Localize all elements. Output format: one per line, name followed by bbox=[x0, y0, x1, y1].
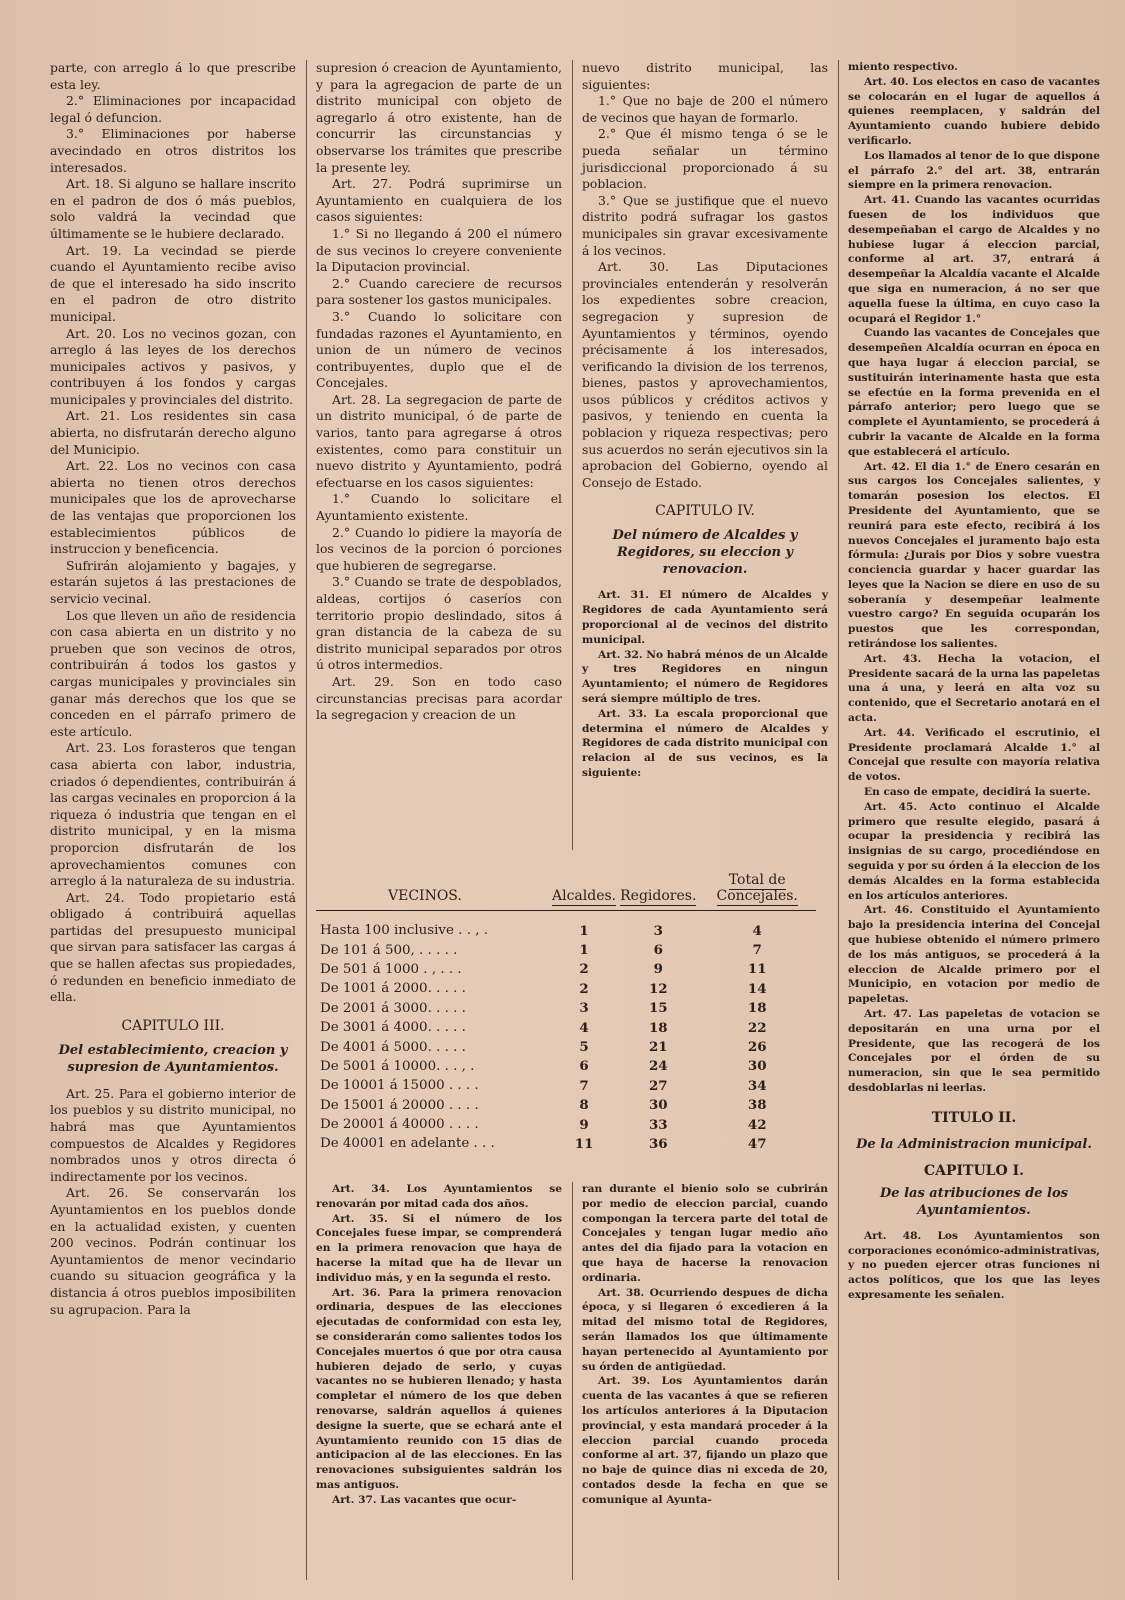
table-cell-range: De 3001 á 4000. . . . . bbox=[320, 1020, 466, 1036]
paragraph: Cuando las vacantes de Concejales que desempeñen Alcaldía ocurran en época en que haya lugar á eleccion parcial, se sustituirán interinamente hasta que esta se efectúe en la forma prevenida en el párrafo anterior; pero luego que se complete el Ayuntamiento, se procederá á cubrir la vacante de Alcalde en la forma que establecerá el artículo. bbox=[848, 327, 1100, 458]
paragraph: 2.° Eliminaciones por incapacidad legal ó defuncion. bbox=[50, 93, 296, 125]
title-heading: TITULO II. bbox=[931, 1109, 1017, 1126]
table-cell-value: 7 bbox=[752, 942, 762, 959]
paragraph: Art. 47. Las papeletas de votacion se depositarán en una urna por el Presidente, que las recogerá de los Concejales por el órden de su numeracion, sin que le sea permitido desdoblarlas ni leerlas. bbox=[848, 1008, 1100, 1094]
title-subtitle: De la Administracion municipal. bbox=[856, 1136, 1092, 1152]
paragraph: 2.° Cuando careciere de recursos para sostener los gastos municipales. bbox=[316, 275, 562, 308]
table-cell-value: 30 bbox=[648, 1097, 668, 1114]
paragraph: 2.° Cuando lo pidiere la mayoría de los vecinos de la porcion ó porciones que hubieren de segregarse. bbox=[316, 524, 562, 573]
paragraph: Art. 20. Los no vecinos gozan, con arreglo á las leyes de los derechos municipales activos y pasivos, y contribuyen á los fondos y cargas municipales y provinciales del distrito. bbox=[50, 325, 296, 407]
paragraph: Art. 41. Cuando las vacantes ocurridas fuesen de los individuos que desempeñaban el cargo de Alcaldes y no hubiese lugar á eleccion parcial, conforme al art. 37, entrará á desempeñar la Alcaldía vacante el Alcalde que siga en numeracion, á no ser que aquella fuese la última, en cuyo caso la ocupará el Regidor 1.° bbox=[848, 194, 1100, 325]
table-cell-value: 8 bbox=[579, 1097, 589, 1114]
table-row bbox=[316, 940, 816, 959]
paragraph: Art. 24. Todo propietario está obligado á contribuirá aquellas partidas del presupuesto municipal que sirvan para satisfacer las cargas á que se hallen afectas sus propiedades, ó redunden en beneficio inmediato de ella. bbox=[50, 889, 296, 1005]
table-cell-range: Hasta 100 inclusive . . , . bbox=[320, 923, 488, 939]
paragraph: 1.° Que no baje de 200 el número de vecinos que hayan de formarlo. bbox=[582, 93, 828, 125]
paragraph: Art. 35. Si el número de los Concejales fuese impar, se comprenderá en la primera renovacion que haya de hacerse la mitad que ha de llevar un individuo más, y en la segunda el resto. bbox=[316, 1212, 562, 1284]
table-cell-value: 15 bbox=[648, 1000, 668, 1017]
chapter-heading: CAPITULO I. bbox=[923, 1162, 1025, 1179]
paragraph: nuevo distrito municipal, las siguientes: bbox=[582, 60, 828, 92]
paragraph: Art. 22. Los no vecinos con casa abierta no tienen otros derechos municipales que los de aprovecharse de las ventajas que proporcionen los establecimientos públicos de instruccion y beneficencia. bbox=[50, 458, 296, 557]
paragraph: Art. 25. Para el gobierno interior de los pueblos y su distrito municipal, no habrá mas que Ayuntamientos compuestos de Alcaldes y Regidores nombrados unos y otros directa ó indirectamente por los vecinos. bbox=[50, 1085, 296, 1184]
table-cell-range: De 1001 á 2000. . . . . bbox=[320, 981, 466, 997]
paragraph: Art. 40. Los electos en caso de vacantes se colocarán en el lugar de aquellos á quienes reemplacen, y saldrán del Ayuntamiento cuando hubiere debido verificarlo. bbox=[848, 75, 1100, 147]
table-cell-value: 2 bbox=[579, 980, 589, 997]
table-row bbox=[316, 960, 816, 979]
table-cell-range: De 15001 á 20000 . . . . bbox=[320, 1097, 479, 1113]
paragraph: Los llamados al tenor de lo que dispone el párrafo 2.° del art. 38, entrarán siempre en la primera renovacion. bbox=[848, 149, 1100, 192]
paragraph: Art. 21. Los residentes sin casa abierta, no disfrutarán derecho alguno del Municipio. bbox=[50, 408, 296, 457]
paragraph: Art. 36. Para la primera renovacion ordinaria, despues de las elecciones ejecutadas de conformidad con esta ley, se considerarán como salientes todos los Concejales muertos ó que por otra causa hubieren dejado de serlo, y cuyas vacantes no se hubieren llenado; y hasta completar el número de los que deben renovarse, saldrán aquellos á quienes designe la suerte, que se echará ante el Ayuntamiento reunido con 15 dias de anticipacion al de las elecciones. En las renovaciones subsiguientes saldrán los mas antiguos. bbox=[316, 1286, 562, 1491]
table-cell-value: 11 bbox=[574, 1135, 594, 1152]
table-cell-range: De 501 á 1000 . , . . . bbox=[320, 961, 462, 977]
paragraph: Art. 29. Son en todo caso circunstancias precisas para acordar la segregacion y creacion de un bbox=[316, 673, 562, 723]
paragraph: Sufrirán alojamiento y bagajes, y estarán sujetos á las prestaciones de servicio vecinal. bbox=[50, 557, 296, 606]
table-cell-range: De 10001 á 15000 . . . . bbox=[320, 1078, 479, 1094]
paragraph: Art. 27. Podrá suprimirse un Ayuntamiento en cualquiera de los casos siguientes: bbox=[316, 176, 562, 225]
table-cell-range: De 4001 á 5000. . . . . bbox=[320, 1039, 466, 1055]
table-row bbox=[316, 1076, 816, 1095]
column-3-lower bbox=[582, 1182, 828, 1508]
column-rule bbox=[838, 60, 839, 1580]
table-cell-value: 3 bbox=[579, 1000, 589, 1017]
table-cell-value: 1 bbox=[579, 942, 589, 959]
table-cell-value: 7 bbox=[579, 1077, 589, 1094]
column-rule bbox=[572, 60, 573, 850]
paragraph: 1.° Si no llegando á 200 el número de sus vecinos lo creyere conveniente la Diputacion provincial. bbox=[316, 225, 562, 275]
paragraph: Art. 39. Los Ayuntamientos darán cuenta de las vacantes á que se refieren los artículos anteriores á la Diputacion provincial, y esta mandará proceder á la eleccion parcial cuando proceda conforme al art. 37, fijando un plazo que no baje de quince dias ni exceda de 20, contados desde la fecha en que se comunique al Ayunta- bbox=[582, 1375, 828, 1506]
column-4 bbox=[848, 60, 1100, 1303]
table-cell-value: 22 bbox=[747, 1019, 767, 1036]
table-cell-value: 1 bbox=[579, 922, 589, 939]
paragraph: 3.° Cuando se trate de despoblados, aldeas, cortijos ó caseríos con territorio propio deslindado, sitos á gran distancia de la cabeza de su distrito municipal separados por otros ú otros intermedios. bbox=[316, 574, 562, 673]
paragraph: 1.° Cuando lo solicitare el Ayuntamiento existente. bbox=[316, 491, 562, 524]
paragraph: Art. 33. La escala proporcional que determina el número de Alcaldes y Regidores de cada distrito municipal con relacion al de sus vecinos, es la siguiente: bbox=[582, 707, 828, 779]
table-row bbox=[316, 1115, 816, 1134]
table-cell-value: 5 bbox=[579, 1039, 589, 1056]
table-row bbox=[316, 921, 816, 940]
table-cell-value: 47 bbox=[747, 1135, 767, 1152]
paragraph: miento respectivo. bbox=[848, 61, 958, 73]
paragraph: 3.° Eliminaciones por haberse avecindado en otros distritos los interesados. bbox=[50, 126, 296, 175]
table-cell-value: 24 bbox=[648, 1058, 668, 1075]
table-cell-range: De 40001 en adelante . . . bbox=[320, 1136, 495, 1152]
table-cell-range: De 2001 á 3000. . . . . bbox=[320, 1000, 466, 1016]
paragraph: 3.° Cuando lo solicitare con fundadas razones el Ayuntamiento, en union de un número de vecinos contribuyentes, duplo que el de Concejales. bbox=[316, 308, 562, 391]
chapter-subtitle: Del establecimiento, creacion y supresion de Ayuntamientos. bbox=[58, 1042, 288, 1075]
paragraph: Art. 43. Hecha la votacion, el Presidente sacará de la urna las papeletas una á una, y leerá en alta voz su contenido, que el Secretario anotará en el acta. bbox=[848, 652, 1100, 725]
paragraph: Art. 32. No habrá ménos de un Alcalde y tres Regidores en ningun Ayuntamiento; el número de Regidores será siempre múltiplo de tres. bbox=[582, 648, 828, 706]
table-cell-value: 3 bbox=[653, 922, 663, 939]
table-cell-value: 42 bbox=[747, 1116, 767, 1133]
table-row bbox=[316, 999, 816, 1018]
paragraph: 2.° Que él mismo tenga ó se le pueda señalar un término jurisdiccional proporcionado á su poblacion. bbox=[582, 126, 828, 192]
table-cell-value: 21 bbox=[648, 1039, 668, 1056]
column-2 bbox=[316, 60, 562, 724]
chapter-heading: CAPITULO IV. bbox=[655, 503, 755, 520]
table-cell-value: 6 bbox=[653, 942, 663, 959]
paragraph: Art. 19. La vecindad se pierde cuando el Ayuntamiento recibe aviso de que el interesado ha sido inscrito en el padron de otro distrito municipal. bbox=[50, 242, 296, 324]
paragraph: Art. 38. Ocurriendo despues de dicha época, y si llegaren ó excedieren á la mitad del mismo total de Regidores, serán llamados los que últimamente hayan pertenecido al Ayuntamiento por su órden de antigüedad. bbox=[582, 1286, 828, 1373]
table-cell-range: De 20001 á 40000 . . . . bbox=[320, 1117, 479, 1133]
paragraph: Art. 42. El dia 1.° de Enero cesarán en sus cargos los Concejales salientes, y tomarán posesion los electos. El Presidente del Ayuntamiento, que se reunirá para este efecto, recibirá á los nuevos Concejales el juramento bajo esta fórmula: ¿Jurais por Dios y sobre vuestra conciencia guardar y hacer guardar las leyes que la Nacion se diere en uso de su soberanía y desempeñar lealmente vuestro cargo? En seguida ocuparán los puestos que les correspondan, retirándose los salientes. bbox=[848, 460, 1100, 651]
paragraph: Art. 44. Verificado el escrutinio, el Presidente proclamará Alcalde 1.° al Concejal que resulte con mayoría relativa de votos. bbox=[848, 726, 1100, 784]
column-rule bbox=[306, 60, 307, 1580]
column-3 bbox=[582, 60, 828, 781]
table-cell-range: De 101 á 500, . . . . . bbox=[320, 942, 458, 958]
paragraph: supresion ó creacion de Ayuntamiento, y para la agregacion de parte de un distrito municipal con objeto de agregarlo á otro existente, han de concurrir las circunstancias y observarse los trámites que prescribe la presente ley. bbox=[316, 60, 562, 175]
table-header-regidores: Regidores. bbox=[620, 888, 697, 904]
paragraph: Art. 18. Si alguno se hallare inscrito en el padron de dos ó más pueblos, solo valdrá la vecindad que últimamente se le hubiere declarado. bbox=[50, 176, 296, 241]
table-cell-value: 18 bbox=[648, 1019, 668, 1036]
scale-table bbox=[316, 872, 828, 1154]
paragraph: Los que lleven un año de residencia con casa abierta en un distrito y no prueben que son vecinos de otros, contribuirán á todos los gastos y cargas municipales y provinciales sin ganar más derechos que los que se conceden en el párrafo primero de este artículo. bbox=[50, 607, 296, 739]
table-cell-value: 9 bbox=[579, 1116, 589, 1133]
table-row bbox=[316, 1057, 816, 1076]
table-body bbox=[316, 921, 816, 1154]
chapter-subtitle: Del número de Alcaldes y Regidores, su eleccion y renovacion. bbox=[612, 528, 798, 578]
table-cell-value: 34 bbox=[747, 1077, 767, 1094]
chapter-subtitle: De las atribuciones de los Ayuntamientos. bbox=[880, 1185, 1068, 1218]
paragraph: Art. 46. Constituido el Ayuntamiento bajo la presidencia interina del Concejal que hubiese obtenido el número primero de los más antiguos, se procederá á la eleccion de Alcalde primero por el Municipio, en votacion por medio de papeletas. bbox=[848, 904, 1100, 1006]
paragraph: parte, con arreglo á lo que prescribe esta ley. bbox=[50, 60, 296, 92]
column-rule bbox=[572, 1182, 573, 1580]
table-header-total: Total de Concejales. bbox=[716, 872, 798, 904]
column-2-lower bbox=[316, 1182, 562, 1508]
table-cell-value: 12 bbox=[648, 980, 668, 997]
table-cell-value: 4 bbox=[752, 922, 762, 939]
paragraph: ran durante el bienio solo se cubrirán por medio de eleccion parcial, cuando compongan la tercera parte del total de Concejales y tengan lugar medio año antes del dia fijado para la votacion en que haya de hacerse la renovacion ordinaria. bbox=[582, 1183, 828, 1284]
table-cell-value: 27 bbox=[648, 1077, 668, 1094]
table-cell-value: 14 bbox=[747, 980, 767, 997]
paragraph: Art. 28. La segregacion de parte de un distrito municipal, ó de parte de varios, tanto para agregarse á otros existentes, como para constituir un nuevo distrito y Ayuntamiento, podrá efectuarse en los casos siguientes: bbox=[316, 391, 562, 490]
table-row bbox=[316, 979, 816, 998]
table-row bbox=[316, 1037, 816, 1056]
table-cell-value: 26 bbox=[747, 1039, 767, 1056]
table-cell-value: 9 bbox=[653, 961, 663, 978]
paragraph: Art. 45. Acto continuo el Alcalde primero que resulte elegido, pasará á ocupar la presidencia y recibirá las insignias de su cargo, procediéndose en seguida y por su órden á la eleccion de los demás Alcaldes en la forma establecida en los artículos anteriores. bbox=[848, 800, 1100, 902]
paragraph: 3.° Que se justifique que el nuevo distrito podrá sufragar los gastos municipales sin gravar excesivamente á los vecinos. bbox=[582, 192, 828, 258]
paragraph: En caso de empate, decidirá la suerte. bbox=[864, 786, 1091, 799]
table-cell-value: 18 bbox=[747, 1000, 767, 1017]
paragraph: Art. 31. El número de Alcaldes y Regidores de cada Ayuntamiento será proporcional al de vecinos del distrito municipal. bbox=[582, 589, 828, 646]
paragraph: Art. 23. Los forasteros que tengan casa abierta con labor, industria, criados ó dependientes, contribuirán á las cargas vecinales en proporcion á la riqueza ó industria que tengan en el distrito municipal, y en la misma proporcion disfrutarán de los aprovechamientos comunes con arreglo á la naturaleza de su industria. bbox=[50, 740, 296, 889]
table-cell-value: 38 bbox=[747, 1097, 767, 1114]
table-cell-value: 36 bbox=[648, 1135, 668, 1152]
paragraph: Art. 34. Los Ayuntamientos se renovarán por mitad cada dos años. bbox=[316, 1183, 562, 1210]
chapter-heading: CAPITULO III. bbox=[121, 1017, 225, 1034]
paragraph: Art. 30. Las Diputaciones provinciales entenderán y resolverán los expedientes sobre creacion, segregacion y supresion de Ayuntamientos y términos, oyendo précisamente á los interesados, verificando la division de los terrenos, bienes, pastos y aprovechamientos, usos públicos y créditos activos y pasivos, y teniendo en cuenta la poblacion y riqueza respectivas; pero sus acuerdos no serán ejecutivos sin la aprobacion del Gobierno, oyendo al Consejo de Estado. bbox=[582, 259, 828, 490]
column-1 bbox=[50, 60, 296, 1318]
table-row bbox=[316, 1018, 816, 1037]
table-row bbox=[316, 1096, 816, 1115]
table-row bbox=[316, 1134, 816, 1153]
paragraph: Art. 48. Los Ayuntamientos son corporaciones económico-administrativas, y no pueden ejercer otras funciones ni actos políticos, que los que las leyes expresamente les señalen. bbox=[848, 1229, 1100, 1301]
table-header-alcaldes: Alcaldes. bbox=[552, 888, 617, 904]
table-cell-range: De 5001 á 10000. . . , . bbox=[320, 1058, 475, 1074]
table-cell-value: 6 bbox=[579, 1058, 589, 1075]
table-cell-value: 33 bbox=[648, 1116, 668, 1133]
table-cell-value: 11 bbox=[747, 961, 767, 978]
table-cell-value: 2 bbox=[579, 961, 589, 978]
paragraph: Art. 26. Se conservarán los Ayuntamientos en los pueblos donde en la actualidad existen, y cuenten 200 vecinos. Podrán continuar los Ayuntamientos de menor vecindario cuando su situacion geográfica y la distancia á otros pueblos imposibiliten su agrupacion. Para la bbox=[50, 1185, 296, 1317]
table-cell-value: 30 bbox=[747, 1058, 767, 1075]
paragraph: Art. 37. Las vacantes que ocur- bbox=[332, 1493, 517, 1506]
table-header-vecinos: VECINOS. bbox=[388, 888, 462, 904]
table-cell-value: 4 bbox=[579, 1019, 589, 1036]
